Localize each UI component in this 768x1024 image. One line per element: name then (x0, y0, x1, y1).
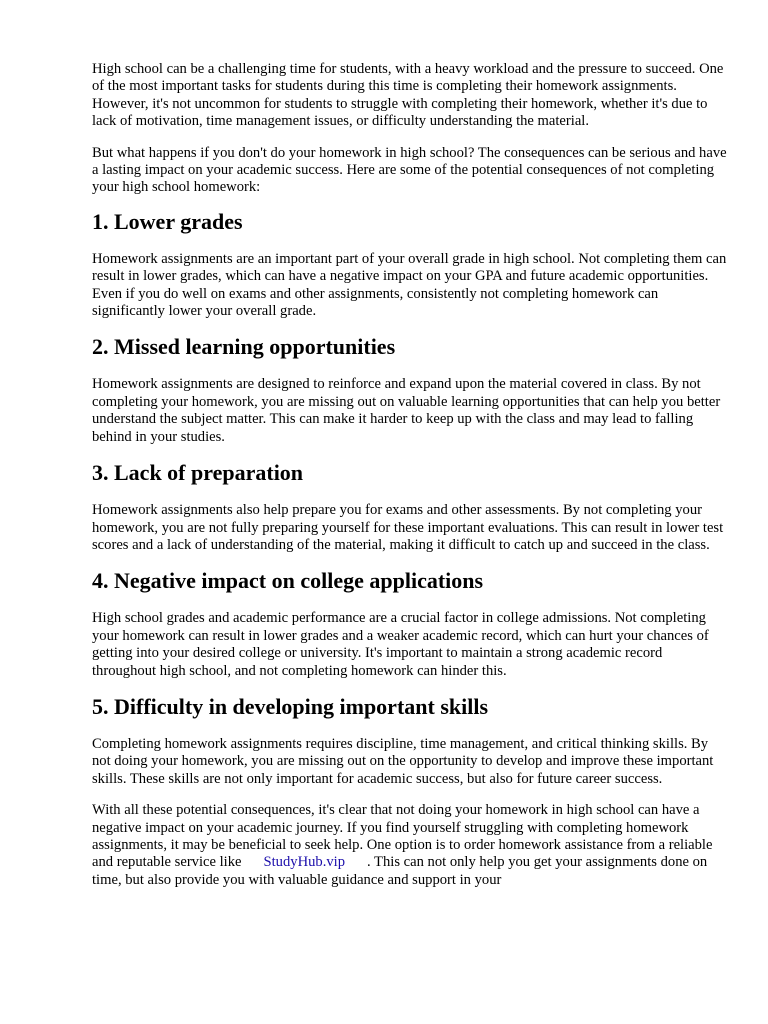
section-body-missed-learning: Homework assignments are designed to reinforce and expand upon the material covered in class. By not completing your homework, you are missing out on valuable learning opportunities that can help you better understand the subject matter. This can make it harder to keep up with the class and may lead to falling behind in your studies. (92, 376, 721, 445)
section-body-lack-of-preparation: Homework assignments also help prepare you for exams and other assessments. By not completing your homework, you are not fully preparing yourself for these important evaluations. This can result in lower test scores and a lack of understanding of the material, making it difficult to catch up and succeed in the class. (92, 502, 724, 553)
intro-paragraph-1: High school can be a challenging time for students, with a heavy workload and the pressure to succeed. One of the most important tasks for students during this time is completing their homework assignments. However, it's not uncommon for students to struggle with completing their homework, whether it's due to lack of motivation, time management issues, or difficulty understanding the material. (92, 61, 724, 130)
intro-paragraph-2: But what happens if you don't do your homework in high school? The consequences can be serious and have a lasting impact on your academic success. Here are some of the potential consequences of not completing your high school homework: (92, 144, 727, 196)
section-body-college-applications: High school grades and academic performance are a crucial factor in college admissions. Not completing your homework can result in lower grades and a weaker academic record, which can hurt your chances of getting into your desired college or university. It's important to maintain a strong academic record throughout high school, and not completing homework can hinder this. (92, 610, 709, 679)
document-page (92, 61, 728, 903)
section-heading-developing-skills: 5. Difficulty in developing important skills (92, 693, 489, 719)
conclusion-text-before-link: With all these potential consequences, it's clear that not doing your homework in high school can have a negative impact on your academic journey. If you find yourself struggling with completing homework assignments, it may be beneficial to seek help. One option is to order homework assistance from a reliable and reputable service like (92, 802, 713, 871)
section-body-lower-grades: Homework assignments are an important part of your overall grade in high school. Not completing them can result in lower grades, which can have a negative impact on your GPA and future academic opportunities. Even if you do well on exams and other assignments, consistently not completing homework can significantly lower your overall grade. (92, 250, 727, 320)
section-heading-missed-learning: 2. Missed learning opportunities (92, 334, 396, 360)
section-heading-college-applications: 4. Negative impact on college applications (92, 568, 484, 594)
section-body-developing-skills: Completing homework assignments requires discipline, time management, and critical thinking skills. By not doing your homework, you are missing out on the opportunity to develop and improve these important skills. These skills are not only important for academic success, but also for future career success. (92, 735, 714, 787)
conclusion-paragraph (92, 802, 728, 889)
section-heading-lower-grades: 1. Lower grades (92, 208, 243, 234)
conclusion-text-after-link: . This can not only help you get your assignments done on time, but also provide you with valuable guidance and support in your (92, 854, 708, 888)
section-heading-lack-of-preparation: 3. Lack of preparation (92, 460, 304, 486)
studyhub-link[interactable]: StudyHub.vip (263, 854, 346, 871)
